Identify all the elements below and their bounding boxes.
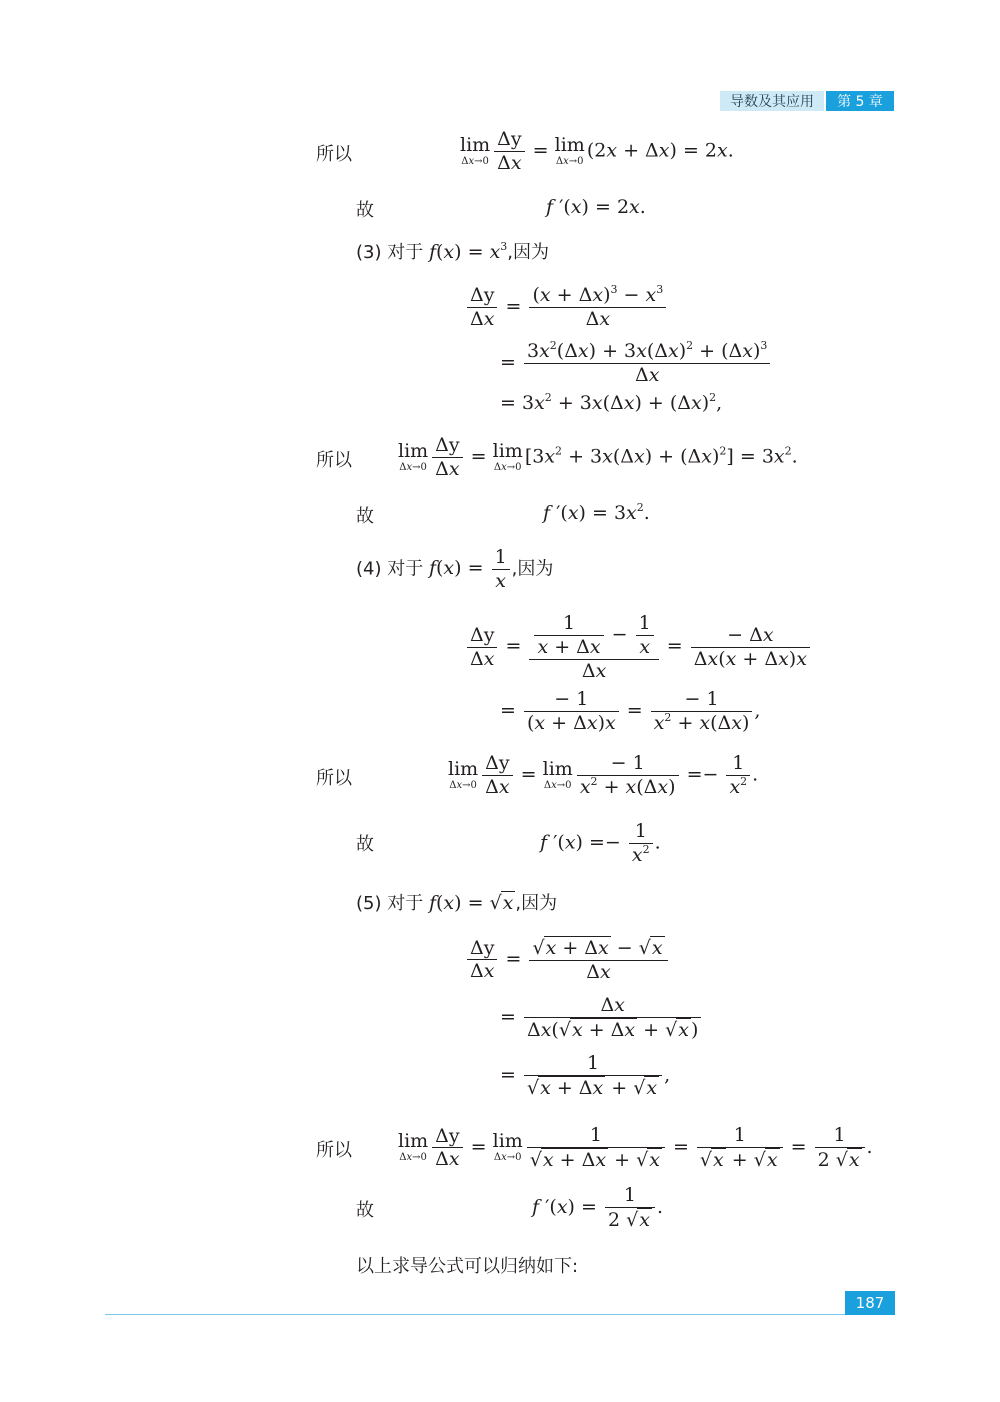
item-5-label: (5) 对于 — [356, 893, 424, 914]
label-gu-3: 故 — [356, 834, 374, 855]
formula-deriv-sqrt: f ′(x) = $\frac{1}{2 √x}$ . — [532, 1184, 663, 1231]
formula-deriv-2x: f ′(x) = 2x. — [546, 196, 646, 218]
formula-3-step2: = $\frac{3x^2(\Delta x) + 3x(\Delta x)^2 + (\Delta x)^3}{\Delta x}$ — [500, 340, 772, 387]
label-gu-2: 故 — [356, 506, 374, 527]
item-3-because: ,因为 — [507, 242, 550, 263]
formula-limit-sqrt: lim Δx→0 $\frac{\Delta y}{\Delta x}$ = lim Δx→0 $\frac{1}{√x + \Delta x + √x}$ = $\frac{1}{√x + √x}$ = $\frac{1}{2 √x}$ . — [398, 1124, 873, 1171]
label-gu-4: 故 — [356, 1200, 374, 1221]
formula-4-step2: = $\frac{- 1}{(x + \Delta x)x}$ = $\frac{- 1}{x^2 + x(\Delta x)}$ , — [500, 688, 761, 734]
item-5-intro — [356, 889, 557, 915]
label-suoyi-1: 所以 — [316, 144, 352, 165]
item-4-function: f(x) = $\frac{1}{x}$ — [429, 557, 512, 579]
footer-rule — [105, 1314, 895, 1315]
formula-5-step3: = $\frac{1}{√x + \Delta x + √x}$ , — [500, 1052, 671, 1099]
formula-3-step1: $\frac{\Delta y}{\Delta x}$ = $\frac{(x + \Delta x)^3 - x^3}{\Delta x}$ — [465, 284, 668, 331]
formula-limit-recip: lim Δx→0 $\frac{\Delta y}{\Delta x}$ = lim Δx→0 $\frac{- 1}{x^2 + x(\Delta x)}$ =− $\frac{1}{x^2}$ . — [448, 752, 759, 798]
formula-4-step1: $\frac{\Delta y}{\Delta x}$ = $\frac{1}{x + \Delta x}$ − $\frac{1}{x}$ Δx = $\frac{- \Delta x}{\Delta x(x + \Delta x)x}$ — [465, 612, 812, 682]
summary-text: 以上求导公式可以归纳如下: — [356, 1256, 579, 1277]
label-suoyi-3: 所以 — [316, 768, 352, 789]
item-3-label: (3) 对于 — [356, 242, 424, 263]
formula-deriv-3x2: f $'(x) = 3x^2$. — [543, 501, 650, 524]
section-title: 导数及其应用 — [720, 91, 824, 111]
formula-3-step3: = $3x^2 + 3x(\Delta x) + (\Delta x)^2$, — [500, 391, 723, 414]
formula-limit-3x2: lim Δx→0 $\frac{\Delta y}{\Delta x}$ = lim Δx→0 $[3x^2 + 3x(\Delta x) + (\Delta x)^2] = 3x^2$. — [398, 434, 798, 480]
item-5-function: f(x) = √x — [428, 892, 514, 914]
formula-deriv-recip: f ′(x) =− $\frac{1}{x^2}$ . — [540, 820, 661, 866]
item-4-because: ,因为 — [511, 558, 554, 580]
page-number: 187 — [845, 1291, 895, 1315]
item-5-because: ,因为 — [515, 893, 558, 914]
item-3-function: $f(x) = x^3$ — [428, 240, 508, 263]
item-4-label: (4) 对于 — [356, 558, 424, 580]
item-3-intro — [356, 238, 549, 264]
formula-limit-2x: lim Δx→0 $\frac{\Delta y}{\Delta x}$ = lim Δx→0 (2x + Δx) = 2x. — [460, 128, 734, 174]
label-suoyi-4: 所以 — [316, 1140, 352, 1161]
item-4-intro — [356, 546, 553, 593]
label-gu-1: 故 — [356, 200, 374, 221]
formula-5-step2: = $\frac{\Delta x}{\Delta x(√x + \Delta x + √x )}$ — [500, 994, 703, 1042]
formula-5-step1: $\frac{\Delta y}{\Delta x}$ = $\frac{√x + \Delta x - √x}{\Delta x}$ — [465, 936, 670, 984]
label-suoyi-2: 所以 — [316, 450, 352, 471]
chapter-label: 第 5 章 — [826, 91, 894, 111]
